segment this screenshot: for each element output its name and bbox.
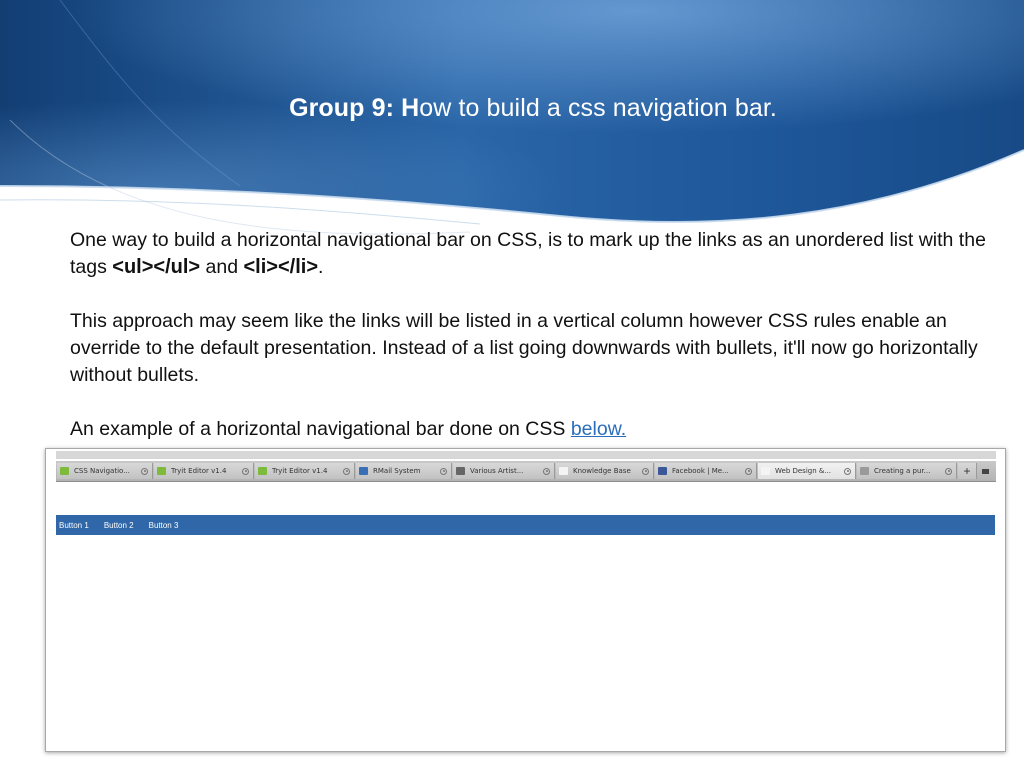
browser-tab-label: RMail System xyxy=(373,467,421,475)
tag-ul-open: <ul> xyxy=(112,256,154,278)
browser-screenshot xyxy=(45,448,1006,752)
close-tab-icon[interactable] xyxy=(945,468,952,475)
tag-li-open: <li> xyxy=(243,256,278,278)
browser-tab-label: Web Design &... xyxy=(775,467,832,475)
paragraph-1 xyxy=(70,227,1000,281)
favicon-icon xyxy=(258,467,267,475)
slide-title xyxy=(0,94,1024,123)
slide-title-rest: ow to build a css navigation bar. xyxy=(419,94,777,122)
close-tab-icon[interactable] xyxy=(844,468,851,475)
below-link[interactable]: below. xyxy=(570,418,627,440)
favicon-icon xyxy=(60,467,69,475)
bookmarks-bar xyxy=(56,451,996,459)
paragraph-3 xyxy=(70,416,1000,443)
browser-tab-label: Creating a pur... xyxy=(874,467,931,475)
browser-tab[interactable] xyxy=(758,463,856,479)
close-tab-icon[interactable] xyxy=(343,468,350,475)
slide-title-bold: Group 9: H xyxy=(289,94,420,122)
close-tab-icon[interactable] xyxy=(642,468,649,475)
browser-tab[interactable] xyxy=(857,463,957,479)
favicon-icon xyxy=(658,467,667,475)
browser-tab[interactable] xyxy=(453,463,555,479)
favicon-icon xyxy=(157,467,166,475)
demo-navigation-bar xyxy=(56,515,995,535)
favicon-icon xyxy=(860,467,869,475)
favicon-icon xyxy=(456,467,465,475)
favicon-icon xyxy=(559,467,568,475)
browser-tab-label: Various Artist... xyxy=(470,467,524,475)
close-tab-icon[interactable] xyxy=(745,468,752,475)
browser-tab-label: Knowledge Base xyxy=(573,467,631,475)
browser-tab-label: Tryit Editor v1.4 xyxy=(171,467,227,475)
browser-tab-label: Tryit Editor v1.4 xyxy=(272,467,328,475)
paragraph-1-and: and xyxy=(200,256,244,278)
tab-menu-icon[interactable] xyxy=(979,463,991,479)
paragraph-3-text: An example of a horizontal navigational bar done on CSS xyxy=(70,418,571,440)
new-tab-button[interactable]: + xyxy=(958,463,977,479)
favicon-icon xyxy=(359,467,368,475)
browser-tab-bar xyxy=(56,461,996,482)
browser-tab-label: CSS Navigatio... xyxy=(74,467,130,475)
browser-tab[interactable] xyxy=(255,463,355,479)
tag-ul-close: </ul> xyxy=(153,256,201,278)
favicon-icon xyxy=(761,467,770,475)
browser-tab[interactable] xyxy=(655,463,757,479)
slide-body xyxy=(70,227,1000,470)
close-tab-icon[interactable] xyxy=(440,468,447,475)
browser-tab[interactable] xyxy=(556,463,654,479)
tag-li-close: </li> xyxy=(277,256,319,278)
paragraph-1-end: . xyxy=(318,256,324,278)
paragraph-1-text: One way to build a horizontal navigational bar on CSS, is to mark up the links as an unordered list with the tags xyxy=(70,229,986,278)
close-tab-icon[interactable] xyxy=(543,468,550,475)
browser-tab-label: Facebook | Me... xyxy=(672,467,729,475)
paragraph-2: This approach may seem like the links will be listed in a vertical column however CSS rules enable an override to the default presentation. Instead of a list going downwards with bullets, it'll now go horizontally without bullets. xyxy=(70,310,978,386)
nav-button-2[interactable]: Button 2 xyxy=(103,520,134,530)
nav-button-1[interactable]: Button 1 xyxy=(59,520,89,530)
browser-tab[interactable] xyxy=(57,463,153,479)
browser-tab[interactable] xyxy=(356,463,452,479)
close-tab-icon[interactable] xyxy=(242,468,249,475)
browser-tab[interactable] xyxy=(154,463,254,479)
nav-button-3[interactable]: Button 3 xyxy=(148,520,179,530)
close-tab-icon[interactable] xyxy=(141,468,148,475)
